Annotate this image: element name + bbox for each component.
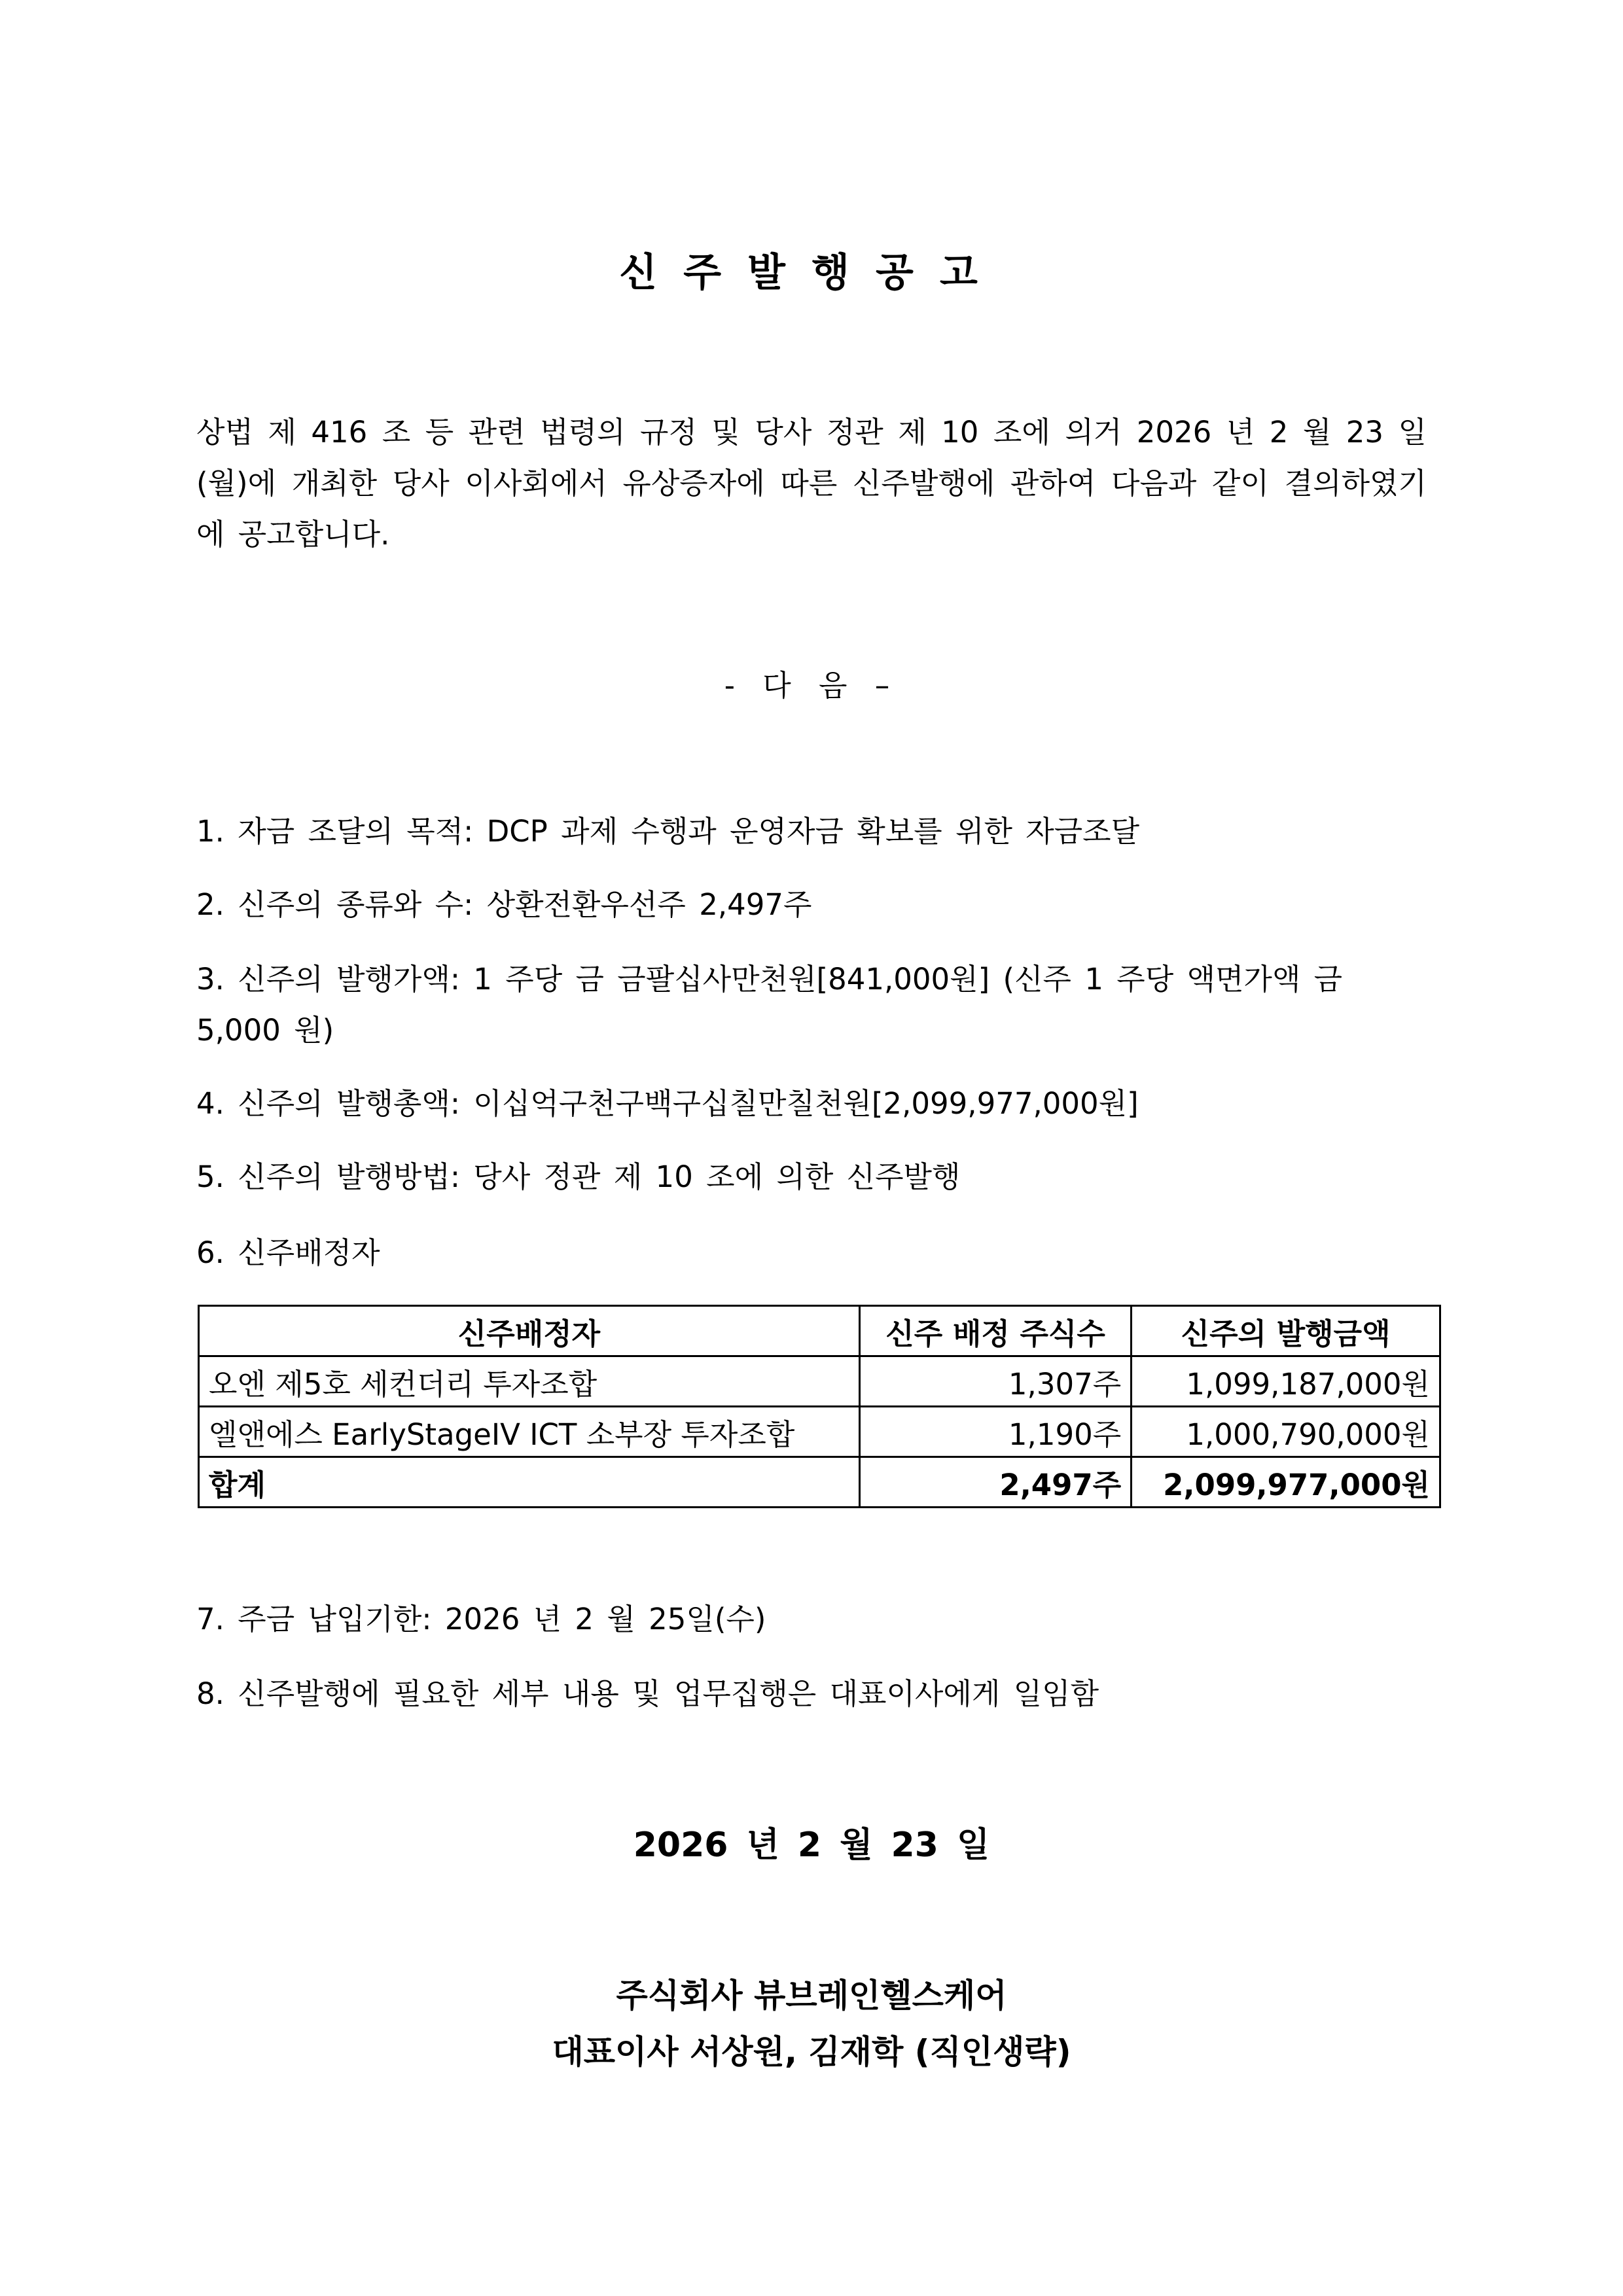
item-purpose: 1. 자금 조달의 목적: DCP 과제 수행과 운영자금 확보를 위한 자금조달 [196, 814, 1140, 849]
cell-total-amount: 2,099,977,000원 [1132, 1457, 1440, 1508]
table-row [199, 1407, 1440, 1457]
company-name: 주식회사 뷰브레인헬스케어 [616, 1977, 1007, 2015]
document-date: 2026 년 2 월 23 일 [633, 1826, 990, 1865]
header-amount: 신주의 발행금액 [1132, 1306, 1440, 1356]
table-header-row [199, 1306, 1440, 1356]
item-allottees: 6. 신주배정자 [196, 1235, 380, 1270]
header-shares: 신주 배정 주식수 [859, 1306, 1131, 1356]
table-total-row [199, 1457, 1440, 1508]
cell-allottee: 오엔 제5호 세컨더리 투자조합 [199, 1356, 860, 1407]
item-share-type: 2. 신주의 종류와 수: 상환전환우선주 2,497주 [196, 887, 812, 922]
item-payment-deadline: 7. 주금 납입기한: 2026 년 2 월 25일(수) [196, 1602, 766, 1636]
representative-line: 대표이사 서상원, 김재학 (직인생략) [552, 2033, 1071, 2071]
item-total-amount: 4. 신주의 발행총액: 이십억구천구백구십칠만칠천원[2,099,977,000원] [196, 1086, 1139, 1121]
table-row [199, 1356, 1440, 1407]
cell-shares: 1,307주 [859, 1356, 1131, 1407]
item-issue-method: 5. 신주의 발행방법: 당사 정관 제 10 조에 의한 신주발행 [196, 1159, 961, 1194]
item-issue-price: 3. 신주의 발행가액: 1 주당 금 금팔십사만천원[841,000원] (신주 1 주당 액면가액 금 5,000 원) [196, 962, 1343, 1048]
document-title: 신주발행공고 [619, 250, 1004, 296]
cell-total-label: 합계 [199, 1457, 860, 1508]
cell-allottee: 엘앤에스 EarlyStageIV ICT 소부장 투자조합 [199, 1407, 860, 1457]
cell-shares: 1,190주 [859, 1407, 1131, 1457]
cell-amount: 1,000,790,000원 [1132, 1407, 1440, 1457]
section-heading: - 다 음 – [724, 668, 899, 703]
header-allottee: 신주배정자 [199, 1306, 860, 1356]
intro-paragraph: 상법 제 416 조 등 관련 법령의 규정 및 당사 정관 제 10 조에 의거 2026 년 2 월 23 일(월)에 개최한 당사 이사회에서 유상증자에 따른 신주발행에 관하여 다음과 같이 결의하였기에 공고합니다. [196, 415, 1427, 552]
cell-amount: 1,099,187,000원 [1132, 1356, 1440, 1407]
item-delegation: 8. 신주발행에 필요한 세부 내용 및 업무집행은 대표이사에게 일임함 [196, 1676, 1099, 1711]
allocation-table [198, 1305, 1441, 1508]
cell-total-shares: 2,497주 [859, 1457, 1131, 1508]
